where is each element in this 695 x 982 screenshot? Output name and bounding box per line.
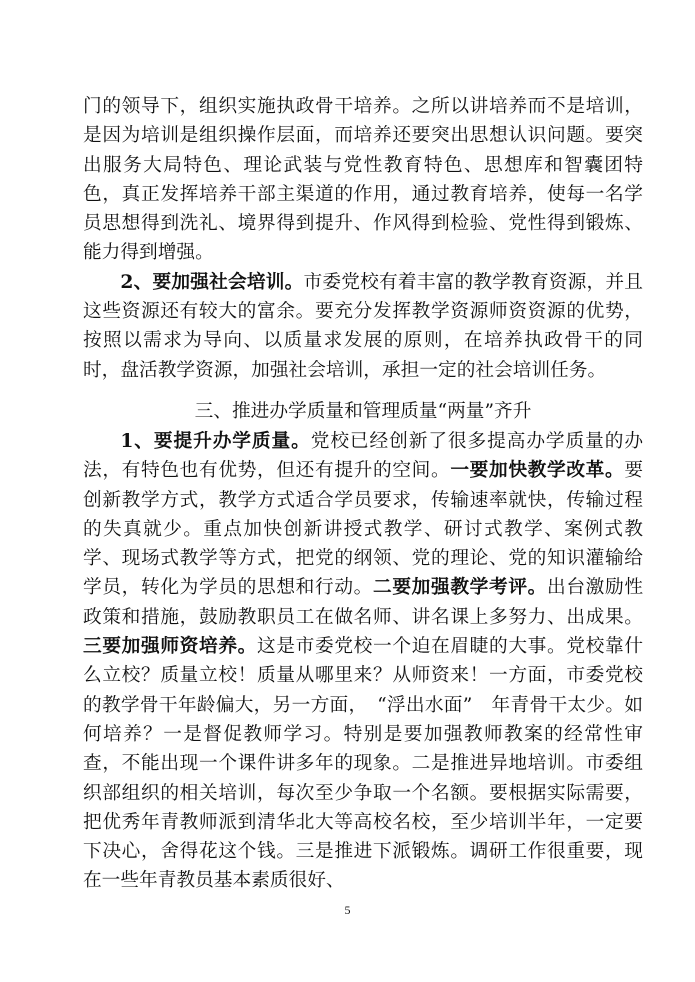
paragraph-title: 2、要加强社会培训。 (120, 270, 304, 293)
paragraph-text: 市委党校有着丰富的教学教育资源，并且这些资源还有较大的富余。要充分发挥教学资源师资资源的优势，按照以需求为导向、以质量求发展的原则，在培养执政骨干的同时，盘活教学资源，加强社会培训，承担一定的社会培训任务。 (83, 271, 643, 381)
paragraph-continuation (83, 92, 643, 268)
paragraph-social-training (83, 268, 643, 385)
body-text-lower (83, 427, 643, 896)
subpoint-title: 二要加强教学考评。 (373, 576, 547, 599)
paragraph-text: 这是市委党校一个迫在眉睫的大事。党校靠什么立校？质量立校！质量从哪里来？从师资来！一方面，市委党校的教学骨干年龄偏大，另一方面， “浮出水面” 年青骨干太少。如何培养？一是督促教师学习。特别是要加强教师教案的经常性审查，不能出现一个课件讲多年的现象。二是推进异地培训。市委组织部组织的相关培训，每次至少争取一个名额。要根据实际需要，把优秀年青教师派到清华北大等高校名校，至少培训半年，一定要下决心，舍得花这个钱。三是推进下派锻炼。调研工作很重要，现在一些年青教员基本素质很好、 (83, 636, 644, 892)
subpoint-title: 一要加快教学改革。 (450, 459, 625, 482)
section-heading: 三、推进办学质量和管理质量“两量”齐升 (194, 401, 532, 422)
body-text-upper (83, 92, 643, 385)
paragraph-title: 1、要提升办学质量。 (120, 430, 311, 452)
paragraph-text: 门的领导下，组织实施执政骨干培养。之所以讲培养而不是培训，是因为培训是组织操作层面，而培养还要突出思想认识问题。要突出服务大局特色、理论武装与党性教育特色、思想库和智囊团特色，真正发挥培养干部主渠道的作用，通过教育培养，使每一名学员思想得到洗礼、境界得到提升、作风得到检验、党性得到锻炼、能力得到增强。 (83, 96, 643, 264)
paragraph-text: 党校已经创新了很多提高办学质量的办法，有特色也有优势，但还有提升的空间。 (83, 431, 644, 482)
paragraph-text: 出台激励性政策和措施，鼓励教职员工在做名师、讲名课上多努力、出成果。 (83, 577, 644, 628)
paragraph-teaching-quality (83, 427, 643, 896)
subpoint-title: 三要加强师资培养。 (83, 635, 257, 658)
paragraph-text: 要创新教学方式，教学方式适合学员要求，传输速率就快，传输过程的失真就少。重点加快创新讲授式教学、研讨式教学、案例式教学、现场式教学等方式，把党的纲领、党的理论、党的知识灌输给学员，转化为学员的思想和行动。 (83, 460, 644, 599)
page-number: 5 (344, 903, 351, 917)
